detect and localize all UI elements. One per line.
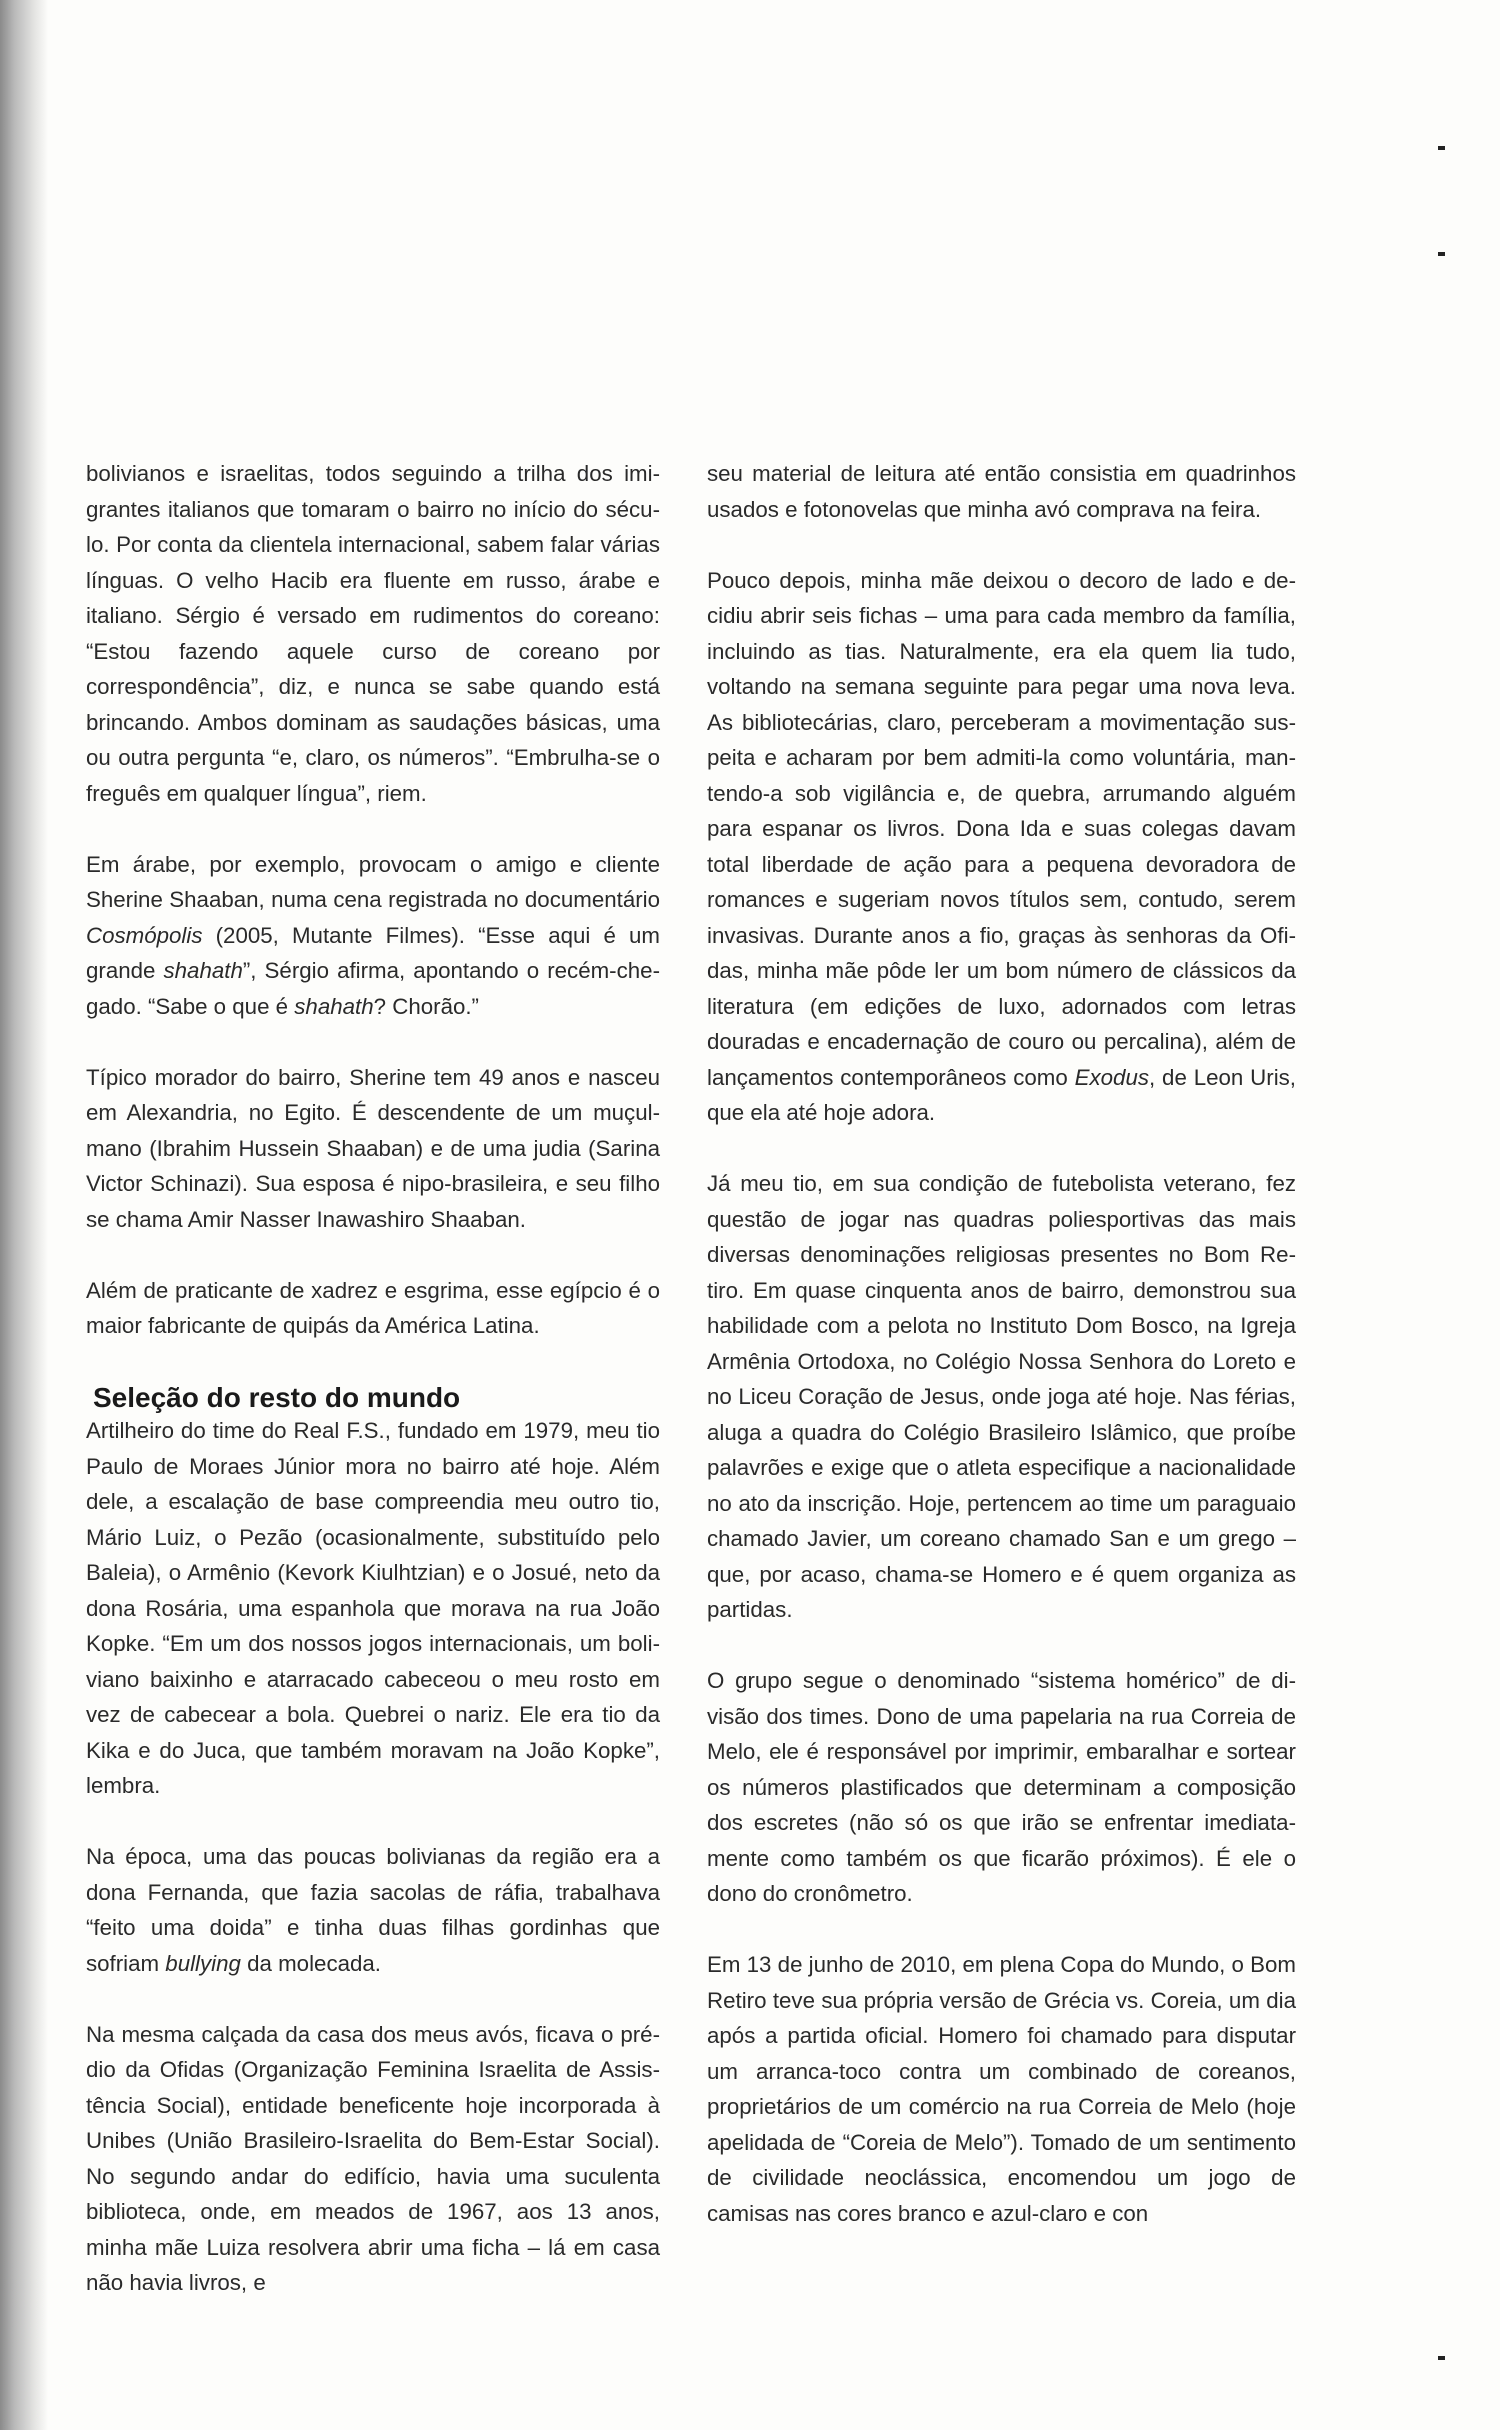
paragraph: seu material de leitura até então consistia em quadrinhos usados e fotonovelas que minha avó comprava na feira. (707, 461, 1296, 522)
paragraph: Além de praticante de xadrez e esgrima, esse egípcio é o maior fabricante de quipás da América Latina. (86, 1277, 660, 1338)
paragraph: Na época, uma das poucas bolivianas da região era a dona Fernanda, que fazia sacolas de ráfia, trabalhava “feito uma doida” e tinha duas filhas gordinhas que sofriam bullying da molecada. (86, 1844, 660, 1976)
crop-mark (1438, 2356, 1445, 2360)
paragraph: Típico morador do bairro, Sherine tem 49 anos e nasceu em Alexandria, no Egito. É descendente de um muçulmano (Ibrahim Hussein Shaaban) e de uma judia (Sarina Victor Schinazi). Sua esposa é nipo-brasileira, e seu filho se chama Amir Nasser Inawashiro Shaaban. (86, 1064, 660, 1232)
paragraph: bolivianos e israelitas, todos seguindo a trilha dos imigrantes italianos que tomaram o bairro no início do século. Por conta da clientela internacional, sabem falar várias línguas. O velho Hacib era fluente em russo, árabe e italiano. Sérgio é versado em rudimentos do coreano: “Estou fazendo aquele curso de coreano por correspondência”, diz, e nunca se sabe quando está brincando. Ambos dominam as saudações básicas, uma ou outra pergunta “e, claro, os números”. “Embrulha-se o freguês em qualquer língua”, riem. (86, 461, 660, 806)
section-heading: Seleção do resto do mundo (93, 1382, 461, 1413)
paragraph: Em 13 de junho de 2010, em plena Copa do Mundo, o Bom Retiro teve sua própria versão de Grécia vs. Coreia, um dia após a partida oficial. Homero foi chamado para disputar um arranca-toco contra um combinado de coreanos, proprietários de um comércio na rua Correia de Melo (hoje apelidada de “Coreia de Melo”). Tomado de um sentimento de civilidade neoclássica, encomendou um jogo de camisas nas cores branco e azul-claro e con (707, 1952, 1296, 2226)
binding-shadow (0, 0, 48, 2430)
paragraph: Já meu tio, em sua condição de futebolista veterano, fez questão de jogar nas quadras poliesportivas das mais diversas denominações religiosas presentes no Bom Retiro. Em quase cinquenta anos de bairro, demonstrou sua habilidade com a pelota no Instituto Dom Bosco, na Igreja Armênia Ortodoxa, no Colégio Nossa Senhora do Loreto e no Liceu Coração de Jesus, onde joga até hoje. Nas férias, aluga a quadra do Colégio Brasileiro Islâmico, que proíbe palavrões e exige que o atleta especifique a nacionalidade no ato da inscrição. Hoje, pertencem ao time um paraguaio chamado Javier, um coreano chamado San e um grego – que, por acaso, chama-se Homero e é quem organiza as partidas. (707, 1171, 1296, 1622)
paragraph: Na mesma calçada da casa dos meus avós, ficava o prédio da Ofidas (Organização Feminina Israelita de Assistência Social), entidade beneficente hoje incorporada à Unibes (União Brasileiro-Israelita do Bem-Estar Social). No segundo andar do edifício, havia uma suculenta biblioteca, onde, em meados de 1967, aos 13 anos, minha mãe Luiza resolvera abrir uma ficha – lá em casa não havia livros, e (86, 2021, 660, 2295)
paragraph: Artilheiro do time do Real F.S., fundado em 1979, meu tio Paulo de Moraes Júnior mora no bairro até hoje. Além dele, a escalação de base compreendia meu outro tio, Mário Luiz, o Pezão (ocasionalmente, substituído pelo Baleia), o Armênio (Kevork Kiulhtzian) e o Josué, neto da dona Rosária, uma espanhola que morava na rua João Kopke. “Em um dos nossos jogos internacionais, um boliviano baixinho e atarracado cabeceou o meu rosto em vez de cabecear a bola. Quebrei o nariz. Ele era tio da Kika e do Juca, que também moravam na João Kopke”, lembra. (86, 1418, 660, 1798)
crop-mark (1438, 146, 1445, 150)
paragraph: O grupo segue o denominado “sistema homérico” de divisão dos times. Dono de uma papelaria na rua Correia de Melo, ele é responsável por imprimir, embaralhar e sortear os números plastificados que determinam a composição dos escretes (não só os que irão se enfrentar imediatamente como também os que ficarão próximos). É ele o dono do cronômetro. (707, 1668, 1296, 1906)
right-column (707, 456, 1296, 2231)
left-column (86, 456, 660, 2301)
crop-mark (1438, 252, 1445, 256)
paragraph: Pouco depois, minha mãe deixou o decoro de lado e decidiu abrir seis fichas – uma para cada membro da família, incluindo as tias. Naturalmente, era ela quem lia tudo, voltando na semana seguinte para pegar uma nova leva. As bibliotecárias, claro, perceberam a movimentação suspeita e acharam por bem admiti-la como voluntária, mantendo-a sob vigilância e, de quebra, arrumando alguém para espanar os livros. Dona Ida e suas colegas davam total liberdade de ação para a pequena devoradora de romances e sugeriam novos títulos sem, contudo, serem invasivas. Durante anos a fio, graças às senhoras da Ofidas, minha mãe pôde ler um bom número de clássicos da literatura (em edições de luxo, adornados com letras douradas e encadernação de couro ou percalina), além de lançamentos contemporâneos como Exodus, de Leon Uris, que ela até hoje adora. (707, 567, 1296, 1125)
paragraph: Em árabe, por exemplo, provocam o amigo e cliente Sherine Shaaban, numa cena registrada no documentário Cosmópolis (2005, Mutante Filmes). “Esse aqui é um grande shahath”, Sérgio afirma, apontando o recém-chegado. “Sabe o que é shahath? Chorão.” (86, 851, 660, 1019)
